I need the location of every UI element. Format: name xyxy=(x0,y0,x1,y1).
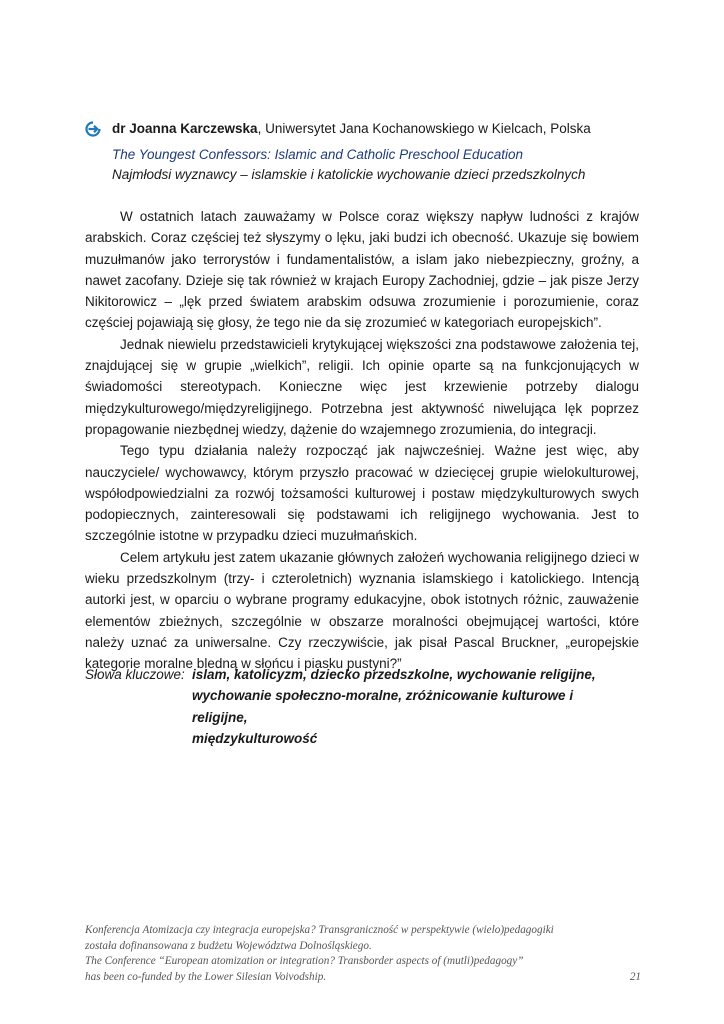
author-line xyxy=(85,120,645,138)
article-title-english: The Youngest Confessors: Islamic and Catholic Preschool Education xyxy=(112,147,523,162)
page-number: 21 xyxy=(629,970,641,983)
keywords-section xyxy=(85,664,645,749)
author-affiliation: , Uniwersytet Jana Kochanowskiego w Kielcach, Polska xyxy=(257,121,591,136)
keywords-list xyxy=(192,664,632,749)
footer-line: Konferencja Atomizacja czy integracja europejska? Transgraniczność w perspektywie (wielo)pedagogiki xyxy=(85,924,554,936)
keywords-line: wychowanie społeczno-moralne, zróżnicowanie kulturowe i religijne, xyxy=(192,688,574,725)
page-footer xyxy=(85,923,641,985)
abstract-paragraph: Tego typu działania należy rozpocząć jak najwcześniej. Ważne jest więc, aby nauczyciele/ wychowawcy, którym przyszło pracować w dziecięcej grupie wielokulturowej, współodpowiedzialni za rozwój tożsamości kulturowej i postaw międzykulturowych swych podopiecznych, zainteresowali się podstawami ich religijnego wychowania. Jest to szczególnie istotne w przypadku dzieci muzułmańskich. xyxy=(85,443,639,544)
footer-last-line xyxy=(85,970,641,986)
footer-line: has been co-funded by the Lower Silesian Voivodship. xyxy=(85,970,327,983)
arrow-circle-right-icon xyxy=(85,121,112,137)
keywords-line: międzykulturowość xyxy=(192,730,318,746)
keywords-line: islam, katolicyzm, dziecko przedszkolne, wychowanie religijne, xyxy=(192,667,596,682)
abstract-paragraph: W ostatnich latach zauważamy w Polsce coraz większy napływ ludności z krajów arabskich. Coraz częściej też słyszymy o lęku, jaki budzi ich obecność. Ukazuje się bowiem muzułmanów jako terrorystów i fundamentalistów, a islam jako niebezpieczny, groźny, a nawet zacofany. Dzieje się tak również w krajach Europy Zachodniej, gdzie – jak pisze Jerzy Nikitorowicz – „lęk przed światem arabskim odsuwa zrozumienie i porozumienie, coraz częściej pojawiają się głosy, że tego nie da się zrozumieć w kategoriach europejskich”. xyxy=(85,209,639,331)
article-title-polish: Najmłodsi wyznawcy – islamskie i katolickie wychowanie dzieci przedszkolnych xyxy=(112,167,586,182)
author-name: dr Joanna Karczewska xyxy=(112,121,258,136)
article-abstract xyxy=(85,206,639,675)
abstract-paragraph: Jednak niewielu przedstawicieli krytykującej większości zna podstawowe założenia tej, znajdującej się w grupie „wielkich”, religii. Ich opinie oparte są na funkcjonujących w świadomości stereotypach. Konieczne więc jest krzewienie potrzeby dialogu międzykulturowego/międzyreligijnego. Potrzebna jest aktywność niwelująca lęk poprzez propagowanie niezbędnej wiedzy, dążenie do wzajemnego zrozumienia, do integracji. xyxy=(85,336,639,437)
footer-line: została dofinansowana z budżetu Województwa Dolnośląskiego. xyxy=(85,939,372,952)
footer-line: The Conference “European atomization or integration? Transborder aspects of (mutli)pedagogy” xyxy=(85,955,524,968)
abstract-paragraph: Celem artykułu jest zatem ukazanie głównych założeń wychowania religijnego dzieci w wieku przedszkolnym (trzy- i czteroletnich) wyznania islamskiego i katolickiego. Intencją autorki jest, w oparciu o wybrane programy edukacyjne, obok istotnych różnic, zauważenie elementów zbieżnych, szczególnie w obszarze moralności obejmującej wartości, które należy uznać za uniwersalne. Czy rzeczywiście, jak pisał Pascal Bruckner, „europejskie kategorie moralne bledną w słońcu i piasku pustyni?” xyxy=(85,549,639,672)
keywords-label: Słowa kluczowe: xyxy=(85,667,185,682)
